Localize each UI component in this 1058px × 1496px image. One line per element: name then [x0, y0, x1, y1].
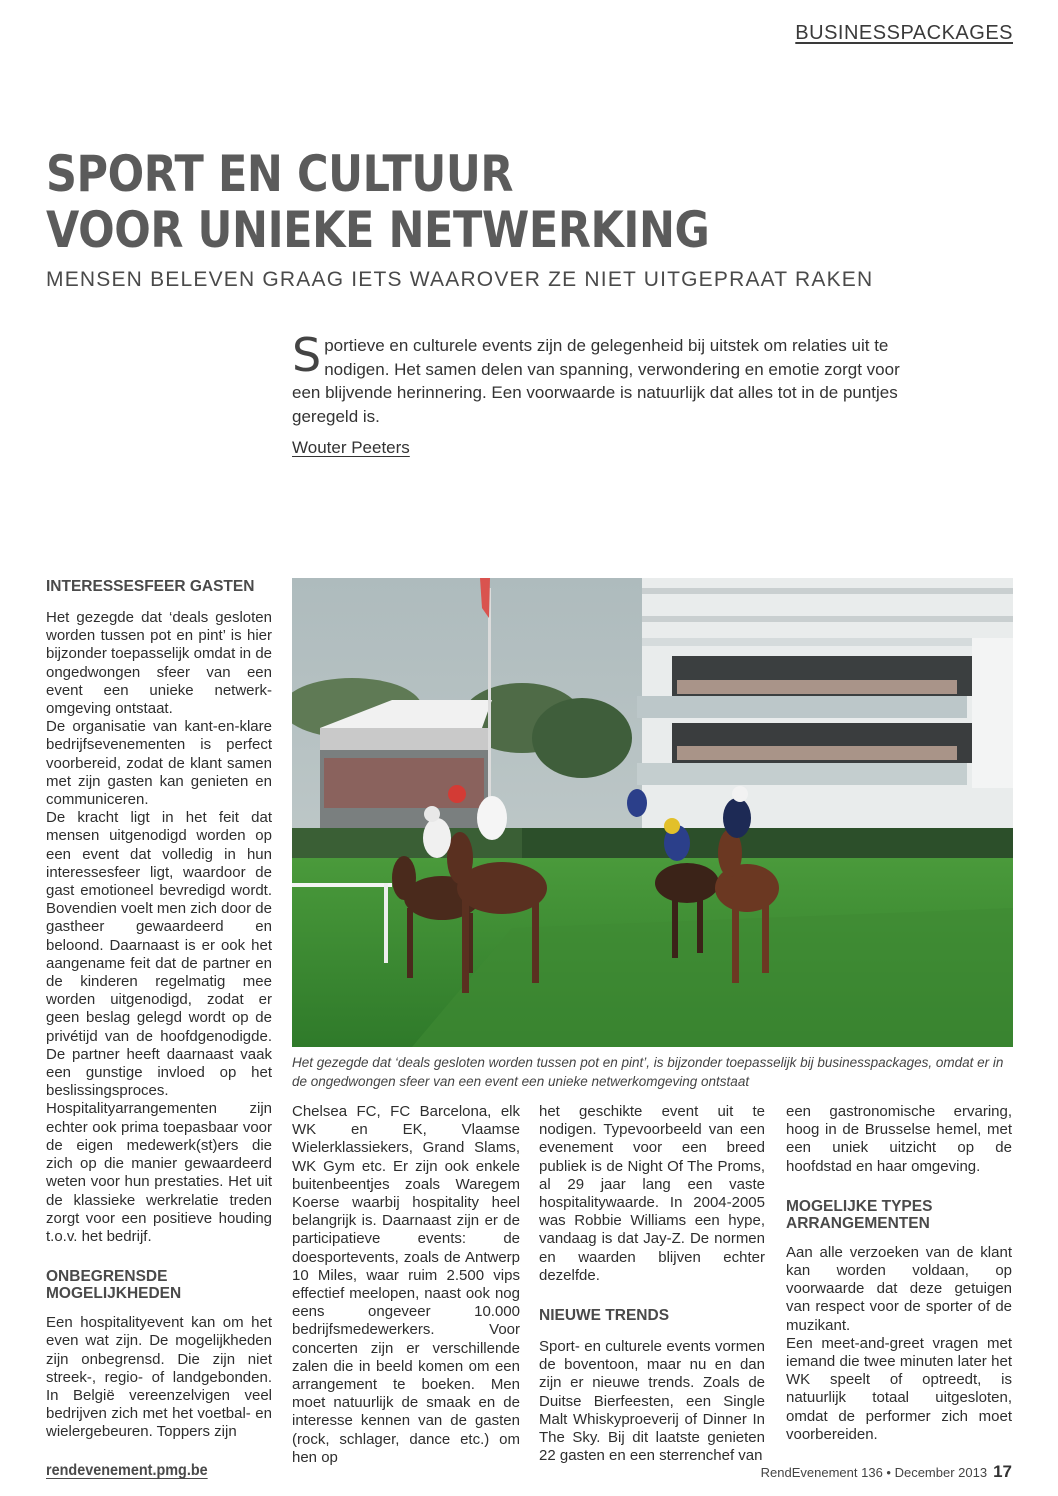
- footer-issue: [761, 1462, 1012, 1482]
- intro-text: portieve en culturele events zijn de gelegenheid bij uitstek om relaties uit te nodigen. Het samen delen van spanning, verwondering en emotie zorgt voor een blijvende herinnering. Een voorwaarde is natuurlijk dat alles tot in de puntjes geregeld is.: [292, 336, 900, 426]
- column-2: [292, 1103, 520, 1467]
- title-line-1: SPORT EN CULTUUR: [46, 145, 514, 203]
- heading-mogelijke-types: MOGELIJKE TYPES ARRANGEMENTEN: [786, 1197, 933, 1232]
- author-byline[interactable]: Wouter Peeters: [292, 438, 410, 457]
- paragraph: Het gezegde dat ‘deals gesloten worden tussen pot en pint’ is hier bijzonder toepasselijk omdat in de ongedwongen sfeer van een event een unieke netwerk-omgeving ontstaat.: [46, 609, 272, 718]
- issue-info: RendEvenement 136 • December 2013: [760, 1465, 988, 1480]
- paragraph: Hospitalityarrangementen zijn echter ook prima toepasbaar voor de eigen medewerk(st)ers die zich op die manier gewaardeerd weten voor hun prestaties. Het uit de klassieke werkrelatie treden zorgt voor een positieve houding t.o.v. het bedrijf.: [46, 1100, 272, 1245]
- paragraph: een gastronomische ervaring, hoog in de Brusselse hemel, met een uniek uitzicht op de hoofdstad en haar omgeving.: [786, 1103, 1012, 1175]
- article-intro: [292, 328, 912, 428]
- paragraph: Een hospitalityevent kan om het even wat zijn. De mogelijkheden zijn onbegrensd. Die zijn niet streek-, regio- of landgebonden. In België vereenzelvigen veel bedrijven zich met het voetbal- en wielergebeuren. Toppers zijn: [46, 1314, 272, 1441]
- column-4: [786, 1103, 1012, 1444]
- drop-cap: S: [292, 328, 322, 382]
- paragraph: Een meet-and-greet vragen met iemand die twee minuten later het WK speelt of optreedt, is natuurlijk totaal uitgesloten, omdat de performer zich moet voorbereiden.: [786, 1334, 1012, 1443]
- heading-onbegrensde: ONBEGRENSDE MOGELIJKHEDEN: [46, 1268, 182, 1303]
- paragraph: het geschikte event uit te nodigen. Typevoorbeeld van een evenement voor een breed publiek is de Night Of The Proms, al 29 jaar lang een vaste hospitalitywaarde. In 2004-2005 was Robbie Williams een hype, vandaag is dat Jay-Z. De normen en waarden blijven echter dezelfde.: [539, 1103, 765, 1284]
- heading-nieuwe-trends: NIEUWE TRENDS: [539, 1307, 670, 1325]
- paragraph: De kracht ligt in het feit dat mensen uitgenodigd worden op een event dat volledig in hun interessesfeer ligt, waardoor de gast emotioneel bevredigd wordt. Bovendien voelt men zich door de gastheer gewaardeerd en beloond. Daarnaast is er ook het aangename feit dat de partner en de kinderen regelmatig mee worden uitgenodigd, zodat er geen beslag gelegd wordt op de privétijd van de hoofdgenodigde. De partner heeft daarnaast vaak een gunstige invloed op het beslissingsproces.: [46, 809, 272, 1100]
- section-label[interactable]: BUSINESSPACKAGES: [795, 22, 1013, 44]
- photo-caption: Het gezegde dat ‘deals gesloten worden tussen pot en pint’, is bijzonder toepasselijk bij businesspackages, omdat er in de ongedwongen sfeer van een event een unieke netwerkomgeving ontstaat: [292, 1055, 1004, 1089]
- footer-website-link[interactable]: rendevenement.pmg.be: [46, 1462, 208, 1479]
- article-title: [46, 146, 709, 258]
- column-3: [539, 1103, 765, 1465]
- paragraph: Chelsea FC, FC Barcelona, elk WK en EK, Vlaamse Wielerklassiekers, Grand Slams, WK Gym etc. Er zijn ook enkele buitenbeentjes zoals Waregem Koerse waarbij hospitality heel belangrijk is. Daarnaast zijn er de participatieve events: de doesportevents, zoals de Antwerp 10 Miles, waar ruim 2.500 vips effectief meelopen, naast ook nog eens ongeveer 10.000 bedrijfsmedewerkers. Voor concerten zijn er verschillende zalen die in beeld komen om een arrangement te boeken. Men moet natuurlijk de smaak en de interesse kennen van de gasten (rock, schlager, dance etc.) om hen op: [292, 1103, 520, 1466]
- paragraph: Aan alle verzoeken van de klant kan worden voldaan, op voorwaarde dat deze getuigen van respect voor de sporter of de muzikant.: [786, 1243, 1012, 1334]
- horse-race-illustration: [292, 578, 1013, 1047]
- title-line-2: VOOR UNIEKE NETWERKING: [46, 201, 710, 259]
- paragraph: Sport- en culturele events vormen de boventoon, maar nu en dan zijn er nieuwe trends. Zoals de Duitse Bierfeesten, een Single Malt Whiskyproeverij of Dinner In The Sky. Bij dit laatste genieten 22 gasten en een sterrenchef van: [539, 1338, 765, 1465]
- heading-interessesfeer: INTERESSESFEER GASTEN: [46, 578, 255, 595]
- article-subtitle: MENSEN BELEVEN GRAAG IETS WAAROVER ZE NIET UITGEPRAAT RAKEN: [46, 268, 874, 291]
- paragraph: De organisatie van kant-en-klare bedrijfsevenementen is perfect voorbereid, zodat de klant samen met zijn gasten kan genieten en communiceren.: [46, 718, 272, 809]
- horse-race-photo: [292, 578, 1013, 1047]
- column-1: [46, 578, 272, 1442]
- page-number: 17: [993, 1462, 1012, 1481]
